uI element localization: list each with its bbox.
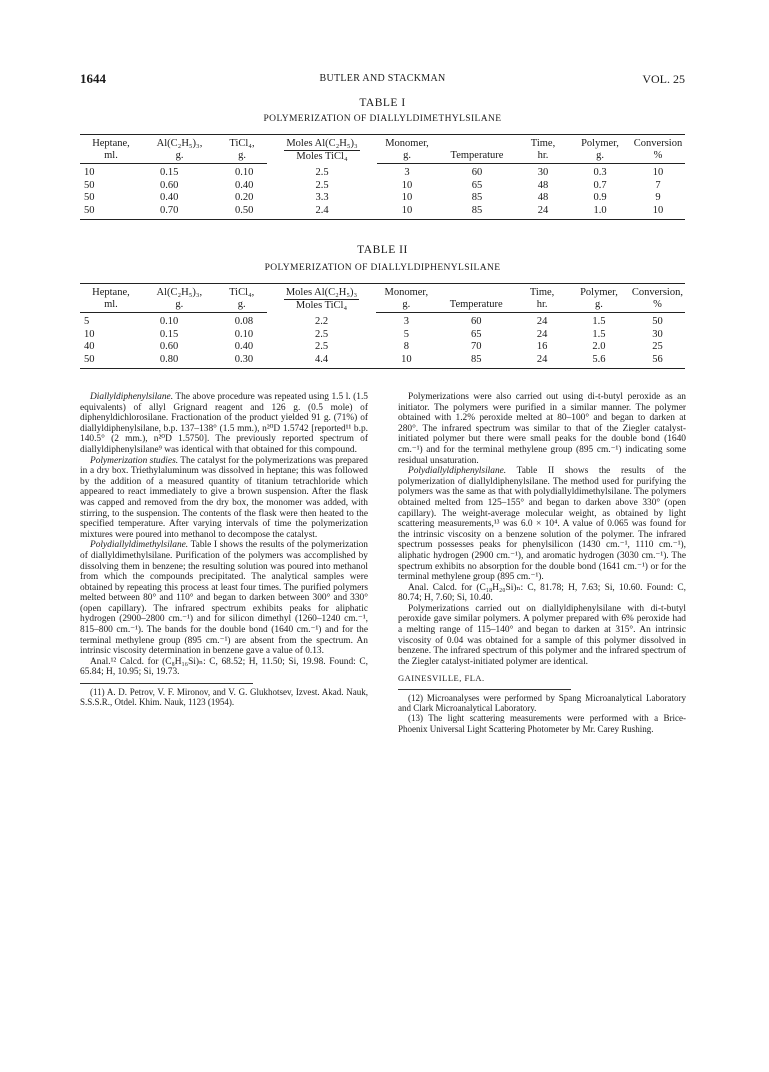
table-cell: 10 bbox=[401, 192, 413, 203]
col-header: % bbox=[630, 299, 685, 313]
table-cell: 2.5 bbox=[315, 166, 329, 178]
col-header: g. bbox=[569, 150, 631, 164]
table-cell: 50 bbox=[80, 354, 142, 369]
footnote-rule bbox=[80, 683, 253, 684]
table-cell: 5.6 bbox=[568, 354, 630, 369]
paragraph: Polydiallyldimethylsilane. Table I shows the results of the polymerization of diallyldimethylsilane. Purification of the polymers was accomplished by dissolving them in benzene; the resulting solution was poured into methanol from which the compounds precipitated. The analytical samples were obtained by repeating this process at least four times. The purified polymers melted between 80° and 110° and began to darken between 300° and 330° (open capillary). The infrared spectrum exhibits peaks for aliphatic hydrogen (2900–2800 cm.⁻¹) and for silicon dimethyl (1260–1240 cm.⁻¹, 815–800 cm.⁻¹). The bands for the double bond (1640 cm.⁻¹) and for the terminal methylene group (895 cm.⁻¹) are absent from the spectrum. An intrinsic viscosity determination in benzene gave a value of 0.13. bbox=[80, 540, 368, 657]
col-header: g. bbox=[217, 299, 267, 313]
right-text-column bbox=[398, 392, 686, 734]
table-cell: 2.5 bbox=[314, 341, 329, 352]
table-cell: 5 bbox=[403, 328, 409, 340]
table-cell: 10 bbox=[652, 167, 664, 178]
paragraph: Polymerizations carried out on diallyldiphenylsilane with di-t-butyl peroxide gave similar polymers. A polymer prepared with 6% peroxide had a melting range of 115–140° and began to darken at 315°. An intrinsic viscosity of 0.04 was obtained for a sample of this polymer dissolved in benzene. The infrared spectrum of this polymer and the infrared spectrum of the Ziegler catalyst-initiated polymer are identical. bbox=[398, 603, 686, 667]
table-2 bbox=[80, 283, 685, 369]
table-cell: 0.60 bbox=[160, 179, 179, 191]
table-cell: 5 bbox=[84, 316, 90, 327]
table-cell: 10 bbox=[376, 354, 436, 369]
table-cell: 24 bbox=[517, 205, 569, 220]
table-cell: 10 bbox=[84, 328, 95, 340]
table-cell: 0.40 bbox=[235, 179, 254, 191]
table-cell: 0.60 bbox=[159, 341, 179, 352]
table-cell: 50 bbox=[80, 205, 142, 220]
table-cell: 30 bbox=[652, 328, 663, 340]
col-header: Heptane, bbox=[80, 135, 142, 151]
table-cell: 4.4 bbox=[267, 354, 377, 369]
col-header: g. bbox=[568, 299, 630, 313]
table-cell: 65 bbox=[471, 179, 483, 191]
col-header bbox=[437, 135, 517, 151]
table-row bbox=[80, 180, 685, 193]
col-header: Heptane, bbox=[80, 284, 142, 300]
table-cell: 0.10 bbox=[234, 328, 254, 340]
col-header-ratio: $\frac{\text{Moles Al(C₂H₅)₃}}{\text{Moles TiCl₄}}$ bbox=[267, 135, 377, 164]
col-header: g. bbox=[376, 299, 436, 313]
table-cell: 30 bbox=[537, 167, 549, 178]
table-cell: 0.50 bbox=[217, 205, 267, 220]
page-number: 1644 bbox=[80, 71, 106, 86]
table-cell: 24 bbox=[536, 328, 548, 340]
table-row bbox=[80, 313, 685, 329]
footnote-12: (12) Microanalyses were performed by Spang Microanalytical Laboratory and Clark Microanalytical Laboratory. bbox=[398, 693, 686, 714]
table-cell: 0.10 bbox=[159, 316, 179, 327]
table-cell: 2.5 bbox=[314, 328, 329, 340]
col-header: g. bbox=[217, 150, 267, 164]
col-header: hr. bbox=[517, 150, 569, 164]
table-cell: 2.4 bbox=[267, 205, 377, 220]
table-cell: 7 bbox=[655, 179, 661, 191]
col-header: Time, bbox=[517, 135, 569, 151]
table-cell: 16 bbox=[536, 341, 548, 352]
table-cell: 56 bbox=[630, 354, 685, 369]
table-cell: 2.5 bbox=[315, 179, 329, 191]
col-header: Temperature bbox=[437, 150, 517, 164]
table-cell: 8 bbox=[403, 341, 409, 352]
table-cell: 60 bbox=[470, 316, 482, 327]
paragraph: Polymerization studies. The catalyst for the polymerizations was prepared in a dry box. Triethylaluminum was dissolved in heptane; this was followed by the addition of a measured quantity of titanium tetrachloride which appeared to react immediately to give a brown suspension. After the flask was capped and removed from the dry box, the monomer was added, with stirring, to the suspension. The contents of the flask were then heated to the specified temperature. After varying intervals of time the polymerization mixtures were poured into methanol to decompose the catalyst. bbox=[80, 455, 368, 540]
table-cell: 0.3 bbox=[593, 167, 607, 178]
table-cell: 2.0 bbox=[592, 341, 606, 352]
table-row bbox=[80, 341, 685, 354]
table-row bbox=[80, 354, 685, 369]
table-cell: 1.5 bbox=[592, 328, 606, 340]
table-cell: 3 bbox=[404, 167, 410, 178]
table-row bbox=[80, 205, 685, 220]
page-header bbox=[80, 71, 685, 89]
table-cell: 0.40 bbox=[160, 192, 179, 203]
running-title: BUTLER AND STACKMAN bbox=[319, 73, 446, 84]
table-row bbox=[80, 329, 685, 342]
col-header: % bbox=[631, 150, 685, 164]
col-header: Monomer, bbox=[376, 284, 436, 300]
table-cell: 0.08 bbox=[234, 316, 254, 327]
table-cell: 25 bbox=[652, 341, 663, 352]
col-header: Monomer, bbox=[377, 135, 437, 151]
col-header: Al(C₂H₅)₃, bbox=[142, 284, 217, 300]
table-cell: 0.10 bbox=[235, 167, 254, 178]
table-cell: 3 bbox=[403, 316, 409, 327]
analysis-line: Anal.¹² Calcd. for (C₈H₁₆Si)ₙ: C, 68.52; H, 11.50; Si, 19.98. Found: C, 65.84; H, 10.95; Si, 19.73. bbox=[80, 656, 368, 678]
analysis-line: Anal. Calcd. for (C₁₈H₂₀Si)ₙ: C, 81.78; H, 7.63; Si, 10.60. Found: C, 80.74; H, 7.60; Si, 10.40. bbox=[398, 582, 686, 604]
col-header: g. bbox=[377, 150, 437, 164]
table-cell: 2.2 bbox=[314, 315, 329, 327]
col-header: TiCl₄, bbox=[217, 135, 267, 151]
col-header: Polymer, bbox=[569, 135, 631, 151]
table-cell: 10 bbox=[377, 205, 437, 220]
table-cell: 50 bbox=[652, 316, 663, 327]
left-text-column bbox=[80, 392, 368, 707]
table-1-subtitle: POLYMERIZATION OF DIALLYLDIMETHYLSILANE bbox=[263, 114, 502, 124]
table-cell: 50 bbox=[84, 179, 95, 191]
table-cell: 40 bbox=[84, 341, 95, 352]
table-cell: 65 bbox=[470, 328, 482, 340]
paragraph: Diallyldiphenylsilane. The above procedure was repeated using 1.5 l. (1.5 equivalents) of allyl Grignard reagent and 126 g. (0.5 mole) of diphenyldichlorosilane. Fractionation of the product yielded 91 g. (71%) of diallyldiphenylsilane, b.p. 137–138° (1.5 mm.), n²⁰D 1.5742 [reported¹¹ b.p. 140.5° (2 mm.), n²⁰D 1.5750]. The previously reported spectrum of diallyldiphenylsilane⁹ was identical with that obtained for this compound. bbox=[80, 392, 368, 455]
table-cell: 0.40 bbox=[234, 341, 254, 352]
paragraph: Polymerizations were also carried out using di-t-butyl peroxide as an initiator. The polymers were purified in a similar manner. The polymer obtained with 1.2% peroxide melted at 80–100° and began to darken at 280°. The infrared spectrum was similar to that of the Ziegler catalyst-initiated polymer but there were small peaks for the double bond (1640 cm.⁻¹) and for the terminal methylene group (895 cm.⁻¹) indicating some residual unsaturation. bbox=[398, 392, 686, 466]
table-1 bbox=[80, 134, 685, 220]
table-row bbox=[80, 192, 685, 205]
col-header: ml. bbox=[80, 299, 142, 313]
table-cell: 48 bbox=[537, 192, 549, 203]
table-cell: 0.15 bbox=[159, 328, 179, 340]
col-header: ml. bbox=[80, 150, 142, 164]
volume-label: VOL. 25 bbox=[642, 72, 685, 86]
table-cell: 1.0 bbox=[569, 205, 631, 220]
table-cell: 60 bbox=[471, 167, 483, 178]
col-header: hr. bbox=[516, 299, 568, 313]
table-2-subtitle: POLYMERIZATION OF DIALLYLDIPHENYLSILANE bbox=[264, 263, 501, 273]
col-header: Time, bbox=[516, 284, 568, 300]
col-header: Polymer, bbox=[568, 284, 630, 300]
col-header: Al(C₂H₅)₃, bbox=[142, 135, 217, 151]
table-cell: 10 bbox=[631, 205, 685, 220]
table-1-title: TABLE I bbox=[359, 97, 406, 109]
table-2-title: TABLE II bbox=[357, 244, 408, 256]
col-header: TiCl₄, bbox=[217, 284, 267, 300]
table-cell: 0.30 bbox=[217, 354, 267, 369]
col-header: Temperature bbox=[436, 299, 516, 313]
table-cell: 24 bbox=[516, 354, 568, 369]
table-cell: 0.15 bbox=[160, 167, 179, 178]
table-cell: 0.20 bbox=[235, 192, 254, 203]
table-row bbox=[80, 164, 685, 180]
paragraph: Polydiallyldiphenylsilane. Table II shows the results of the polymerization of diallyldiphenylsilane. The method used for purifying the polymers was the same as that with polydiallyldimethylsilane. The polymers obtained melted from 125–155° and began to darken above 330° (open capillary). The weight-average molecular weight, as obtained by light scattering measurements,¹³ was 6.0 × 10⁴. A value of 0.065 was found for the intrinsic viscosity on a benzene solution of the polymer. The infrared spectrum possesses peaks for phenylsilicon (1430 cm.⁻¹, 1110 cm.⁻¹), aliphatic hydrogen (2900 cm.⁻¹), and aromatic hydrogen (3030 cm.⁻¹). The spectrum exhibits no absorption for the double bond (1641 cm.⁻¹) or for the terminal methylene group (895 cm.⁻¹). bbox=[398, 466, 686, 583]
table-cell: 85 bbox=[471, 192, 483, 203]
table-cell: 10 bbox=[401, 179, 413, 191]
table-cell: 3.3 bbox=[315, 192, 329, 203]
table-cell: 9 bbox=[655, 192, 661, 203]
location-signoff: GAINESVILLE, FLA. bbox=[398, 673, 485, 684]
table-cell: 0.70 bbox=[142, 205, 217, 220]
col-header: g. bbox=[142, 299, 217, 313]
table-cell: 0.9 bbox=[593, 192, 607, 203]
col-header bbox=[436, 284, 516, 300]
table-cell: 1.5 bbox=[592, 316, 606, 327]
col-header: Conversion, bbox=[630, 284, 685, 300]
footnote-11: (11) A. D. Petrov, V. F. Mironov, and V. G. Glukhotsev, Izvest. Akad. Nauk, S.S.S.R., Otdel. Khim. Nauk, 1123 (1954). bbox=[80, 687, 368, 708]
table-cell: 50 bbox=[84, 192, 95, 203]
col-header: Conversion bbox=[631, 135, 685, 151]
table-cell: 24 bbox=[536, 316, 548, 327]
col-header: g. bbox=[142, 150, 217, 164]
table-cell: 70 bbox=[470, 341, 482, 352]
table-cell: 10 bbox=[84, 167, 95, 178]
footnote-13: (13) The light scattering measurements were performed with a Brice-Phoenix Universal Light Scattering Photometer by Mr. Carey Rushing. bbox=[398, 713, 686, 734]
table-cell: 85 bbox=[436, 354, 516, 369]
table-cell: 85 bbox=[437, 205, 517, 220]
footnote-rule bbox=[398, 689, 571, 690]
table-cell: 0.7 bbox=[593, 179, 607, 191]
table-cell: 48 bbox=[537, 179, 549, 191]
table-cell: 0.80 bbox=[142, 354, 217, 369]
col-header-ratio: $\frac{\text{Moles Al(C₂H₅)₃}}{\text{Moles TiCl₄}}$ bbox=[267, 284, 377, 313]
